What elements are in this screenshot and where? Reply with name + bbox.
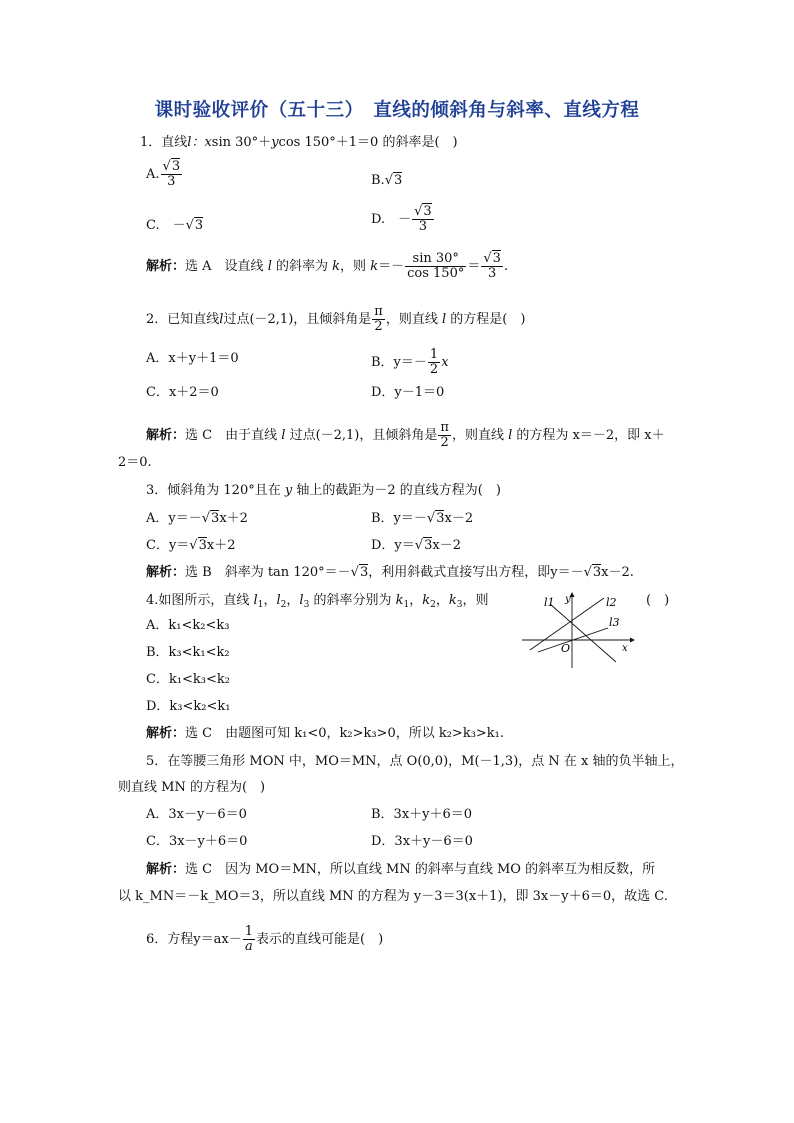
q2-solution-cont: 2＝0. — [118, 455, 152, 470]
q4-solution: 解析：选 C 由题图可知 k₁<0，k₂>k₃>0，所以 k₂>k₃>k₁. — [146, 726, 505, 741]
label-x: x — [622, 643, 628, 654]
q1-option-b: B.√3 — [371, 173, 403, 188]
q3-solution: 解析：选 B 斜率为 tan 120°＝－√3，利用斜截式直接写出方程，即y＝－√3x－2. — [146, 565, 634, 580]
q2-option-c: C．x＋2＝0 — [146, 385, 219, 400]
q2-stem: 2．已知直线l过点(－2,1)，且倾斜角是 $\frac{\pi}{2}$ ，则直线 l 的方程是( ) — [146, 304, 526, 334]
q1-option-d: D. － $\frac{√3}{3}$ — [371, 204, 432, 234]
q3-stem: 3．倾斜角为 120°且在 y 轴上的截距为－2 的直线方程为( ) — [146, 483, 501, 498]
x-axis-arrow — [630, 638, 635, 643]
label-l3: l3 — [609, 616, 620, 629]
q2-solution: 解析：选 C 由于直线 l 过点(－2,1)，且倾斜角是 $\frac{\pi}{2}$ ，则直线 l 的方程为 x＝－2，即 x＋ — [146, 420, 665, 450]
q4-option-c: C．k₁<k₃<k₂ — [146, 672, 230, 687]
q5-solution: 解析：选 C 因为 MO＝MN，所以直线 MN 的斜率与直线 MO 的斜率互为相反数，所 — [146, 862, 656, 877]
q4-stem: 4.如图所示，直线 $l_1$，$l_2$，$l_3$ 的斜率分别为 $k_1$，$k_2$，$k_3$，则 — [146, 593, 489, 610]
q6-stem: 6．方程y＝ax－ $\frac{1}{a}$ 表示的直线可能是( ) — [146, 924, 384, 954]
q5-option-c: C．3x－y＋6＝0 — [146, 834, 248, 849]
q4-option-b: B．k₃<k₁<k₂ — [146, 645, 230, 660]
label-o: O — [561, 642, 571, 655]
q2-option-d: D．y－1＝0 — [371, 385, 445, 400]
q2-option-a: A．x＋y＋1＝0 — [146, 351, 239, 366]
q4-option-d: D．k₃<k₂<k₁ — [146, 699, 231, 714]
q3-option-d: D．y＝√3x－2 — [371, 538, 461, 553]
q3-option-a: A．y＝－√3x＋2 — [146, 511, 248, 526]
q5-option-d: D．3x＋y－6＝0 — [371, 834, 473, 849]
label-l2: l2 — [606, 596, 617, 609]
q3-option-b: B．y＝－√3x－2 — [371, 511, 474, 526]
page-title: 课时验收评价（五十三） 直线的倾斜角与斜率、直线方程 — [154, 100, 640, 121]
q5-solution-cont: 以 k_MN＝－k_MO＝3，所以直线 MN 的方程为 y－3＝3(x＋1)，即 3x－y＋6＝0，故选 C. — [118, 889, 668, 904]
q1-option-c: C. －√3 — [146, 218, 204, 233]
q3-option-c: C．y＝√3x＋2 — [146, 538, 236, 553]
q5-option-b: B．3x＋y＋6＝0 — [371, 807, 473, 822]
q2-option-b: B．y＝－ $\frac{1}{2}$ x — [371, 347, 449, 377]
q1-solution: 解析：选 A 设直线 l 的斜率为 k，则 k＝－ $\frac{\sin 30^\circ}{\cos 150^\circ}$ ＝ $\frac{√3}{3}$ . — [146, 251, 509, 281]
q4-answer-paren: ( ) — [646, 593, 670, 608]
label-y: y — [565, 594, 571, 605]
q5-option-a: A．3x－y－6＝0 — [146, 807, 247, 822]
q1-stem: 1．直线l：xsin 30°＋ycos 150°＋1＝0 的斜率是( ) — [140, 135, 458, 150]
label-l1: l1 — [544, 596, 555, 609]
q1-option-a: A. $\frac{√3}{3}$ — [146, 159, 181, 189]
q5-stem-line2: 则直线 MN 的方程为( ) — [118, 780, 266, 795]
q4-option-a: A．k₁<k₂<k₃ — [146, 618, 230, 633]
q5-stem-line1: 5．在等腰三角形 MON 中，MO＝MN，点 O(0,0)，M(－1,3)，点 N 在 x 轴的负半轴上， — [146, 754, 684, 769]
q4-figure — [518, 590, 638, 670]
